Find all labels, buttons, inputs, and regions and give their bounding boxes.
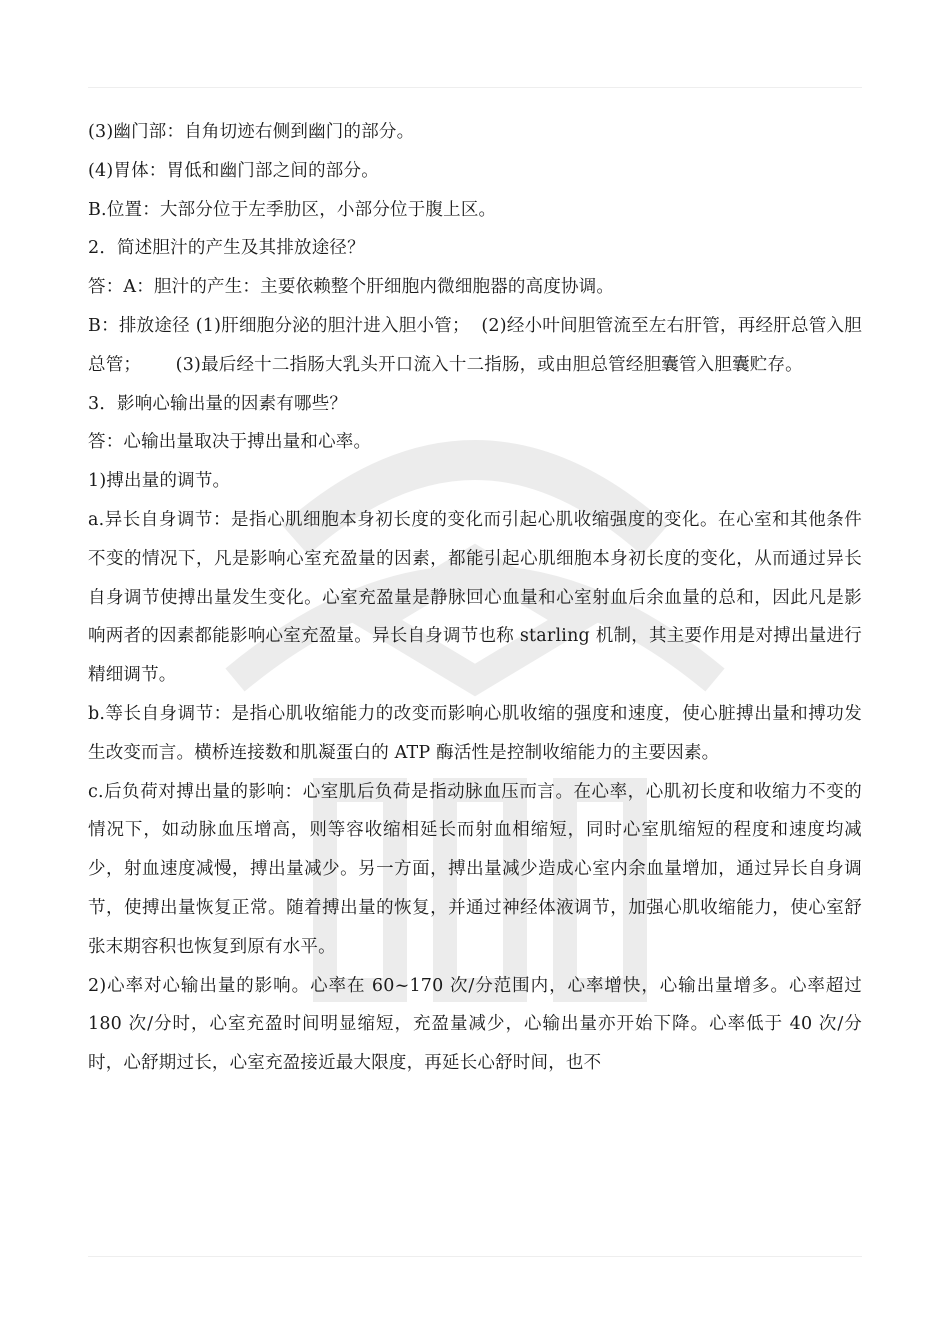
- heading-stroke-volume: 1)搏出量的调节。: [88, 471, 231, 492]
- answer-cardiac-output: 答：心输出量取决于搏出量和心率。: [88, 432, 372, 453]
- question-cardiac-output: 3．影响心输出量的因素有哪些？: [88, 393, 348, 414]
- answer-bile-pathway: B：排放途径 (1)肝细胞分泌的胆汁进入胆小管； (2)经小叶间胆管流至左右肝管，再经肝总管入胆总管； (3)最后经十二指肠大乳头开口流入十二指肠，或由胆总管经胆囊管入胆囊贮存。: [88, 315, 862, 375]
- paragraph-heart-rate: 2)心率对心输出量的影响。心率在 60~170 次/分范围内，心率增快，心输出量增多。心率超过 180 次/分时，心室充盈时间明显缩短，充盈量减少，心输出量亦开始下降。心率低于 40 次/分时，心舒期过长，心室充盈接近最大限度，再延长心舒时间，也不: [88, 975, 862, 1074]
- footer-rule: [88, 1256, 862, 1257]
- document-body: [88, 113, 862, 1083]
- question-bile: 2．简述胆汁的产生及其排放途径？: [88, 238, 365, 259]
- paragraph-gastric-body: (4)胃体：胃低和幽门部之间的部分。: [88, 160, 379, 181]
- header-rule: [88, 87, 862, 88]
- paragraph-afterload: c.后负荷对搏出量的影响：心室肌后负荷是指动脉血压而言。在心率，心肌初长度和收缩力不变的情况下，如动脉血压增高，则等容收缩相延长而射血相缩短，同时心室肌缩短的程度和速度均减少，射血速度减慢，搏出量减少。另一方面，搏出量减少造成心室内余血量增加，通过异长自身调节，使搏出量恢复正常。随着搏出量的恢复，并通过神经体液调节，加强心肌收缩能力，使心室舒张末期容积也恢复到原有水平。: [88, 781, 862, 957]
- answer-bile-production: 答：A：胆汁的产生：主要依赖整个肝细胞内微细胞器的高度协调。: [88, 277, 615, 298]
- paragraph-heterometric-regulation: a.异长自身调节：是指心肌细胞本身初长度的变化而引起心肌收缩强度的变化。在心室和其他条件不变的情况下，凡是影响心室充盈量的因素，都能引起心肌细胞本身初长度的变化，从而通过异长自身调节使搏出量发生变化。心室充盈量是静脉回心血量和心室射血后余血量的总和，因此凡是影响两者的因素都能影响心室充盈量。异长自身调节也称 starling 机制，其主要作用是对搏出量进行精细调节。: [88, 509, 862, 686]
- paragraph-stomach-position: B.位置：大部分位于左季肋区，小部分位于腹上区。: [88, 199, 497, 220]
- paragraph-pylorus: (3)幽门部：自角切迹右侧到幽门的部分。: [88, 122, 415, 142]
- paragraph-homometric-regulation: b.等长自身调节：是指心肌收缩能力的改变而影响心肌收缩的强度和速度，使心脏搏出量和搏功发生改变而言。横桥连接数和肌凝蛋白的 ATP 酶活性是控制收缩能力的主要因素。: [88, 703, 862, 763]
